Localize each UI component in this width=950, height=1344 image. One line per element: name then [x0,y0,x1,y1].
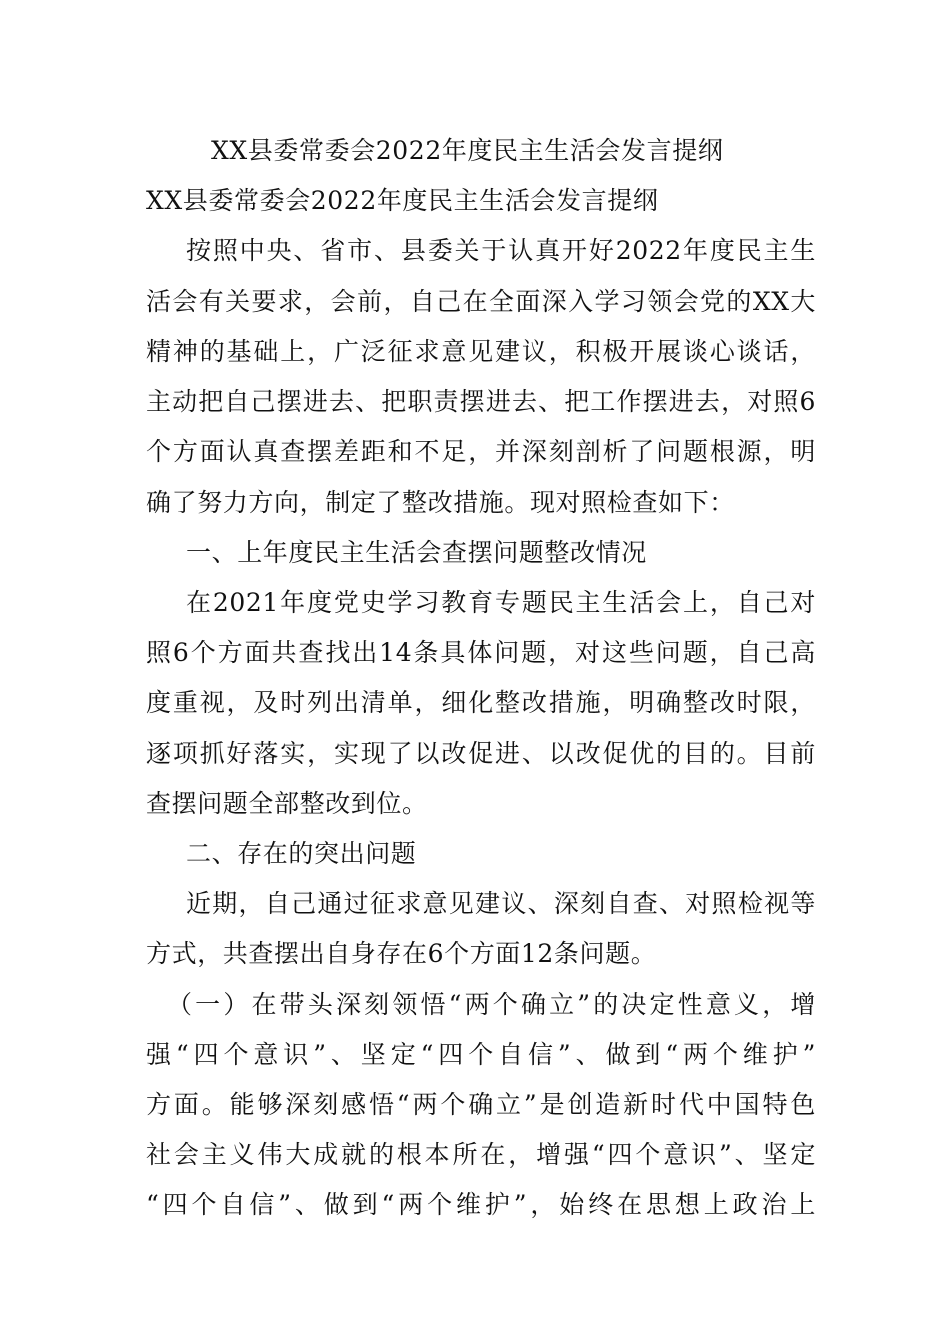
paragraph-line: 在2021年度党史学习教育专题民主生活会上，自己对 [186,588,816,617]
paragraph-line: 逐项抓好落实，实现了以改促进、以改促优的目的。目前 [146,739,816,768]
paragraph-line: 确了努力方向，制定了整改措施。现对照检查如下： [146,488,735,517]
paragraph-line: 个方面认真查摆差距和不足，并深刻剖析了问题根源，明 [146,437,816,466]
section-heading: 二、存在的突出问题 [186,839,417,868]
paragraph-line: 方面。能够深刻感悟“两个确立”是创造新时代中国特色 [146,1090,816,1119]
paragraph-line: 照6个方面共查找出14条具体问题，对这些问题，自己高 [146,638,816,667]
subsection-heading: （一）在带头深刻领悟“两个确立”的决定性意义，增 [167,990,816,1019]
paragraph-line: 强“四个意识”、坚定“四个自信”、做到“两个维护” [146,1040,816,1069]
paragraph-line: 近期，自己通过征求意见建议、深刻自查、对照检视等 [186,889,816,918]
paragraph-line: 社会主义伟大成就的根本所在，增强“四个意识”、坚定 [146,1140,816,1169]
section-heading: 一、上年度民主生活会查摆问题整改情况 [186,538,647,567]
paragraph-line: 精神的基础上，广泛征求意见建议，积极开展谈心谈话， [146,337,816,366]
document-subtitle: XX县委常委会2022年度民主生活会发言提纲 [146,186,659,215]
paragraph-line: 度重视，及时列出清单，细化整改措施，明确整改时限， [146,688,816,717]
document-title: XX县委常委会2022年度民主生活会发言提纲 [211,136,724,165]
paragraph-line: 查摆问题全部整改到位。 [146,789,428,818]
paragraph-line: 主动把自己摆进去、把职责摆进去、把工作摆进去，对照6 [146,387,816,416]
paragraph-line: 按照中央、省市、县委关于认真开好2022年度民主生 [186,236,816,265]
paragraph-line: “四个自信”、做到“两个维护”，始终在思想上政治上 [146,1190,816,1219]
paragraph-line: 方式，共查摆出自身存在6个方面12条问题。 [146,939,657,968]
paragraph-line: 活会有关要求，会前，自己在全面深入学习领会党的XX大 [146,287,816,316]
